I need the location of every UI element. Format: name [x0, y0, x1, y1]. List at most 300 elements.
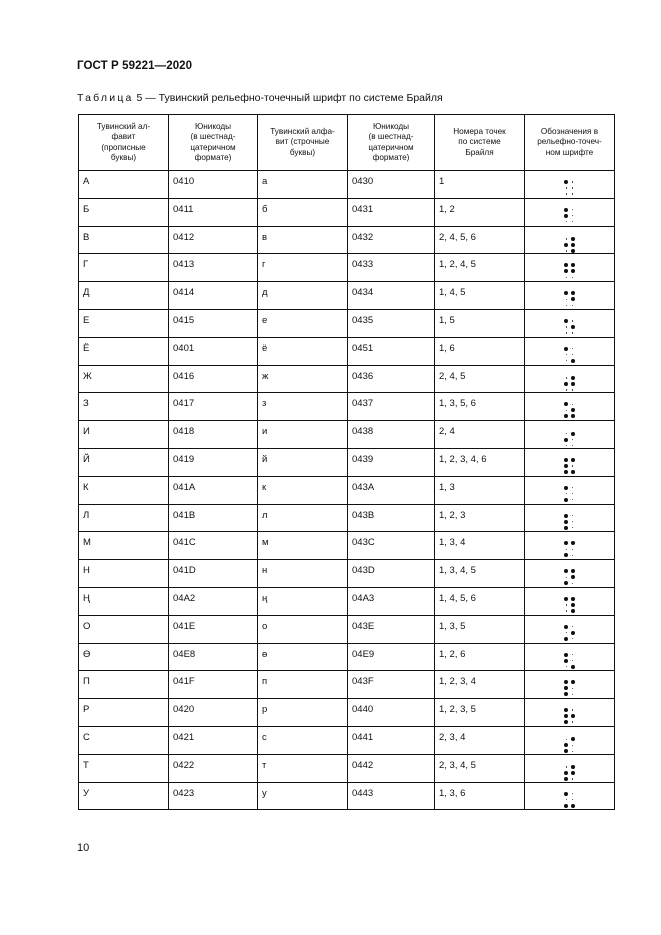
braille-dot-6	[571, 692, 575, 696]
braille-dot-5	[571, 186, 575, 190]
braille-dot-2	[564, 686, 568, 690]
table-row	[79, 726, 615, 754]
braille-dot-5	[571, 325, 575, 329]
cell-upper-letter: П	[79, 671, 169, 699]
braille-dot-4	[571, 708, 575, 712]
braille-dot-6	[571, 275, 575, 279]
braille-dot-2	[564, 575, 568, 579]
braille-dot-2	[564, 743, 568, 747]
table-body	[79, 171, 615, 810]
cell-lower-unicode: 043E	[348, 615, 435, 643]
cell-braille-symbol	[525, 421, 615, 449]
braille-dot-2	[564, 186, 568, 190]
cell-upper-unicode: 04E8	[169, 643, 258, 671]
braille-dot-2	[564, 798, 568, 802]
braille-dot-2	[564, 631, 568, 635]
cell-lower-letter: т	[258, 754, 348, 782]
braille-dot-4	[571, 458, 575, 462]
braille-dot-6	[571, 192, 575, 196]
col-header-upper-letters: Тувинский ал- фавит (прописные буквы)	[79, 115, 169, 171]
cell-dot-numbers: 2, 4	[435, 421, 525, 449]
cell-lower-unicode: 0432	[348, 226, 435, 254]
cell-dot-numbers: 1	[435, 171, 525, 199]
braille-dot-2	[564, 547, 568, 551]
braille-dot-3	[564, 359, 568, 363]
braille-dot-3	[564, 637, 568, 641]
cell-upper-unicode: 0422	[169, 754, 258, 782]
cell-upper-unicode: 041D	[169, 560, 258, 588]
braille-dot-5	[571, 464, 575, 468]
braille-glyph-icon	[564, 291, 575, 307]
cell-braille-symbol	[525, 504, 615, 532]
cell-lower-letter: и	[258, 421, 348, 449]
braille-dot-3	[564, 444, 568, 448]
cell-upper-letter: Л	[79, 504, 169, 532]
braille-dot-4	[571, 402, 575, 406]
braille-dot-6	[571, 303, 575, 307]
cell-braille-symbol	[525, 254, 615, 282]
cell-lower-unicode: 0438	[348, 421, 435, 449]
cell-upper-unicode: 0416	[169, 365, 258, 393]
col-header-braille-symbol: Обозначения в рельефно-точеч- ном шрифте	[525, 115, 615, 171]
braille-glyph-icon	[564, 708, 575, 724]
cell-lower-letter: у	[258, 782, 348, 810]
braille-dot-2	[564, 492, 568, 496]
braille-dot-3	[564, 720, 568, 724]
braille-dot-1	[564, 514, 568, 518]
cell-upper-unicode: 0401	[169, 337, 258, 365]
cell-braille-symbol	[525, 615, 615, 643]
cell-upper-letter: Н	[79, 560, 169, 588]
cell-dot-numbers: 1, 2	[435, 198, 525, 226]
cell-dot-numbers: 1, 2, 6	[435, 643, 525, 671]
braille-dot-2	[564, 214, 568, 218]
cell-upper-unicode: 0414	[169, 282, 258, 310]
cell-upper-unicode: 041C	[169, 532, 258, 560]
braille-dot-2	[564, 659, 568, 663]
cell-dot-numbers: 1, 3	[435, 476, 525, 504]
braille-dot-3	[564, 804, 568, 808]
braille-dot-3	[564, 470, 568, 474]
braille-dot-6	[571, 749, 575, 753]
cell-braille-symbol	[525, 726, 615, 754]
braille-dot-5	[571, 771, 575, 775]
braille-glyph-icon	[564, 263, 575, 279]
braille-dot-5	[571, 214, 575, 218]
braille-dot-4	[571, 319, 575, 323]
braille-dot-5	[571, 243, 575, 247]
braille-dot-1	[564, 597, 568, 601]
braille-dot-6	[571, 581, 575, 585]
cell-upper-unicode: 0413	[169, 254, 258, 282]
table-row	[79, 504, 615, 532]
cell-braille-symbol	[525, 782, 615, 810]
cell-lower-letter: м	[258, 532, 348, 560]
cell-braille-symbol	[525, 560, 615, 588]
braille-dot-6	[571, 359, 575, 363]
table-row	[79, 393, 615, 421]
braille-dot-4	[571, 653, 575, 657]
cell-dot-numbers: 1, 4, 5	[435, 282, 525, 310]
table-row	[79, 309, 615, 337]
braille-dot-1	[564, 180, 568, 184]
cell-lower-unicode: 0434	[348, 282, 435, 310]
cell-dot-numbers: 1, 2, 4, 5	[435, 254, 525, 282]
braille-dot-5	[571, 575, 575, 579]
braille-dot-1	[564, 347, 568, 351]
braille-dot-5	[571, 353, 575, 357]
braille-dot-3	[564, 249, 568, 253]
cell-upper-unicode: 0423	[169, 782, 258, 810]
table-row	[79, 254, 615, 282]
col-header-lower-unicode: Юникоды (в шестнад- цатеричном формате)	[348, 115, 435, 171]
braille-dot-5	[571, 714, 575, 718]
cell-lower-unicode: 04E9	[348, 643, 435, 671]
cell-lower-letter: ё	[258, 337, 348, 365]
cell-lower-unicode: 0433	[348, 254, 435, 282]
braille-dot-6	[571, 526, 575, 530]
braille-dot-3	[564, 275, 568, 279]
cell-upper-letter: М	[79, 532, 169, 560]
cell-lower-letter: д	[258, 282, 348, 310]
cell-braille-symbol	[525, 587, 615, 615]
braille-dot-6	[571, 637, 575, 641]
braille-dot-1	[564, 319, 568, 323]
cell-braille-symbol	[525, 643, 615, 671]
cell-dot-numbers: 1, 3, 4	[435, 532, 525, 560]
cell-upper-letter: Й	[79, 448, 169, 476]
braille-dot-5	[571, 547, 575, 551]
braille-dot-3	[564, 414, 568, 418]
braille-glyph-icon	[564, 569, 575, 585]
cell-upper-letter: Ң	[79, 587, 169, 615]
braille-dot-1	[564, 237, 568, 241]
braille-dot-4	[571, 737, 575, 741]
braille-dot-2	[564, 297, 568, 301]
braille-dot-1	[564, 792, 568, 796]
cell-lower-unicode: 043B	[348, 504, 435, 532]
braille-dot-3	[564, 303, 568, 307]
braille-dot-6	[571, 470, 575, 474]
table-row	[79, 365, 615, 393]
braille-dot-5	[571, 743, 575, 747]
braille-dot-3	[564, 220, 568, 224]
col-header-upper-unicode: Юникоды (в шестнад- цатеричном формате)	[169, 115, 258, 171]
braille-dot-3	[564, 192, 568, 196]
braille-dot-6	[571, 498, 575, 502]
table-row	[79, 560, 615, 588]
cell-lower-letter: з	[258, 393, 348, 421]
cell-upper-unicode: 041B	[169, 504, 258, 532]
cell-dot-numbers: 1, 4, 5, 6	[435, 587, 525, 615]
braille-dot-2	[564, 438, 568, 442]
braille-dot-1	[564, 263, 568, 267]
table-row	[79, 226, 615, 254]
cell-braille-symbol	[525, 448, 615, 476]
cell-braille-symbol	[525, 171, 615, 199]
cell-upper-unicode: 0421	[169, 726, 258, 754]
braille-dot-6	[571, 249, 575, 253]
cell-lower-unicode: 0441	[348, 726, 435, 754]
braille-dot-3	[564, 692, 568, 696]
braille-dot-1	[564, 291, 568, 295]
cell-dot-numbers: 2, 4, 5, 6	[435, 226, 525, 254]
cell-lower-unicode: 0442	[348, 754, 435, 782]
cell-upper-unicode: 0412	[169, 226, 258, 254]
braille-glyph-icon	[564, 180, 575, 196]
cell-dot-numbers: 1, 2, 3, 4, 6	[435, 448, 525, 476]
braille-dot-4	[571, 597, 575, 601]
cell-upper-letter: С	[79, 726, 169, 754]
cell-upper-unicode: 04A2	[169, 587, 258, 615]
braille-dot-5	[571, 603, 575, 607]
cell-lower-letter: й	[258, 448, 348, 476]
cell-lower-letter: а	[258, 171, 348, 199]
braille-dot-4	[571, 541, 575, 545]
braille-glyph-icon	[564, 432, 575, 448]
cell-lower-unicode: 0430	[348, 171, 435, 199]
cell-dot-numbers: 2, 4, 5	[435, 365, 525, 393]
cell-dot-numbers: 1, 2, 3, 4	[435, 671, 525, 699]
braille-dot-4	[571, 680, 575, 684]
table-row	[79, 476, 615, 504]
braille-dot-3	[564, 665, 568, 669]
braille-dot-1	[564, 653, 568, 657]
cell-dot-numbers: 2, 3, 4, 5	[435, 754, 525, 782]
braille-dot-4	[571, 765, 575, 769]
cell-lower-letter: ң	[258, 587, 348, 615]
cell-upper-letter: Р	[79, 699, 169, 727]
braille-dot-4	[571, 237, 575, 241]
cell-lower-letter: в	[258, 226, 348, 254]
cell-lower-letter: п	[258, 671, 348, 699]
braille-dot-6	[571, 665, 575, 669]
cell-lower-unicode: 0436	[348, 365, 435, 393]
cell-upper-unicode: 0411	[169, 198, 258, 226]
braille-dot-6	[571, 804, 575, 808]
braille-dot-1	[564, 208, 568, 212]
cell-upper-letter: А	[79, 171, 169, 199]
braille-glyph-icon	[564, 514, 575, 530]
braille-dot-2	[564, 464, 568, 468]
table-row	[79, 782, 615, 810]
braille-dot-6	[571, 331, 575, 335]
braille-dot-5	[571, 297, 575, 301]
braille-dot-1	[564, 376, 568, 380]
table-row	[79, 587, 615, 615]
cell-upper-unicode: 0419	[169, 448, 258, 476]
cell-braille-symbol	[525, 754, 615, 782]
cell-lower-unicode: 0435	[348, 309, 435, 337]
cell-dot-numbers: 2, 3, 4	[435, 726, 525, 754]
braille-glyph-icon	[564, 376, 575, 392]
table-row	[79, 198, 615, 226]
cell-upper-unicode: 041A	[169, 476, 258, 504]
cell-upper-letter: У	[79, 782, 169, 810]
cell-lower-letter: г	[258, 254, 348, 282]
cell-upper-letter: Ө	[79, 643, 169, 671]
braille-dot-3	[564, 777, 568, 781]
cell-lower-unicode: 043C	[348, 532, 435, 560]
cell-upper-unicode: 041F	[169, 671, 258, 699]
braille-dot-1	[564, 680, 568, 684]
braille-glyph-icon	[564, 737, 575, 753]
braille-dot-2	[564, 325, 568, 329]
braille-dot-2	[564, 520, 568, 524]
braille-dot-6	[571, 220, 575, 224]
braille-dot-1	[564, 765, 568, 769]
col-header-dot-numbers: Номера точек по системе Брайля	[435, 115, 525, 171]
braille-dot-1	[564, 708, 568, 712]
braille-dot-4	[571, 514, 575, 518]
braille-dot-4	[571, 792, 575, 796]
braille-dot-5	[571, 798, 575, 802]
table-caption-word: Таблица	[77, 92, 134, 104]
table-header-row	[79, 115, 615, 171]
table-row	[79, 699, 615, 727]
cell-lower-letter: н	[258, 560, 348, 588]
braille-dot-6	[571, 777, 575, 781]
table-caption	[77, 92, 443, 104]
cell-lower-letter: е	[258, 309, 348, 337]
cell-upper-letter: Т	[79, 754, 169, 782]
braille-dot-1	[564, 458, 568, 462]
braille-glyph-icon	[564, 792, 575, 808]
braille-dot-1	[564, 625, 568, 629]
braille-dot-2	[564, 408, 568, 412]
cell-lower-letter: р	[258, 699, 348, 727]
braille-dot-4	[571, 347, 575, 351]
braille-dot-5	[571, 631, 575, 635]
braille-dot-5	[571, 408, 575, 412]
cell-dot-numbers: 1, 6	[435, 337, 525, 365]
braille-dot-2	[564, 603, 568, 607]
braille-dot-1	[564, 402, 568, 406]
braille-glyph-icon	[564, 486, 575, 502]
table-row	[79, 643, 615, 671]
cell-lower-unicode: 04A3	[348, 587, 435, 615]
cell-braille-symbol	[525, 365, 615, 393]
braille-dot-5	[571, 382, 575, 386]
braille-dot-2	[564, 353, 568, 357]
braille-dot-5	[571, 686, 575, 690]
braille-dot-4	[571, 263, 575, 267]
cell-upper-letter: Ж	[79, 365, 169, 393]
cell-dot-numbers: 1, 2, 3, 5	[435, 699, 525, 727]
braille-dot-1	[564, 569, 568, 573]
braille-glyph-icon	[564, 653, 575, 669]
braille-dot-3	[564, 526, 568, 530]
table-row	[79, 282, 615, 310]
braille-dot-3	[564, 331, 568, 335]
table-row	[79, 754, 615, 782]
cell-dot-numbers: 1, 3, 4, 5	[435, 560, 525, 588]
cell-upper-unicode: 0418	[169, 421, 258, 449]
col-header-lower-letters: Тувинский алфа- вит (строчные буквы)	[258, 115, 348, 171]
braille-dot-4	[571, 625, 575, 629]
cell-lower-letter: ө	[258, 643, 348, 671]
braille-dot-5	[571, 659, 575, 663]
cell-upper-unicode: 0420	[169, 699, 258, 727]
table-row	[79, 532, 615, 560]
braille-dot-4	[571, 376, 575, 380]
cell-dot-numbers: 1, 3, 5	[435, 615, 525, 643]
cell-upper-letter: Ё	[79, 337, 169, 365]
cell-lower-letter: б	[258, 198, 348, 226]
cell-lower-unicode: 043D	[348, 560, 435, 588]
cell-braille-symbol	[525, 282, 615, 310]
braille-dot-4	[571, 569, 575, 573]
cell-braille-symbol	[525, 198, 615, 226]
cell-dot-numbers: 1, 2, 3	[435, 504, 525, 532]
braille-dot-6	[571, 609, 575, 613]
braille-dot-5	[571, 492, 575, 496]
braille-dot-6	[571, 444, 575, 448]
cell-braille-symbol	[525, 337, 615, 365]
cell-lower-unicode: 043F	[348, 671, 435, 699]
braille-dot-5	[571, 438, 575, 442]
cell-lower-unicode: 0439	[348, 448, 435, 476]
cell-braille-symbol	[525, 699, 615, 727]
braille-dot-4	[571, 291, 575, 295]
cell-lower-letter: л	[258, 504, 348, 532]
braille-dot-2	[564, 269, 568, 273]
braille-dot-4	[571, 486, 575, 490]
table-row	[79, 171, 615, 199]
braille-dot-4	[571, 180, 575, 184]
cell-upper-letter: К	[79, 476, 169, 504]
braille-dot-6	[571, 553, 575, 557]
braille-dot-3	[564, 553, 568, 557]
braille-dot-5	[571, 520, 575, 524]
braille-glyph-icon	[564, 347, 575, 363]
braille-glyph-icon	[564, 680, 575, 696]
braille-dot-2	[564, 243, 568, 247]
braille-dot-3	[564, 749, 568, 753]
cell-upper-unicode: 0415	[169, 309, 258, 337]
braille-dot-6	[571, 388, 575, 392]
braille-dot-3	[564, 498, 568, 502]
braille-glyph-icon	[564, 458, 575, 474]
table-caption-title: 5 — Тувинский рельефно-точечный шрифт по системе Брайля	[133, 92, 443, 104]
cell-upper-letter: Б	[79, 198, 169, 226]
cell-lower-letter: ж	[258, 365, 348, 393]
braille-dot-5	[571, 269, 575, 273]
cell-braille-symbol	[525, 226, 615, 254]
cell-lower-unicode: 0443	[348, 782, 435, 810]
braille-glyph-icon	[564, 597, 575, 613]
cell-upper-letter: И	[79, 421, 169, 449]
braille-glyph-icon	[564, 625, 575, 641]
braille-dot-3	[564, 581, 568, 585]
cell-upper-unicode: 0410	[169, 171, 258, 199]
braille-glyph-icon	[564, 208, 575, 224]
cell-braille-symbol	[525, 671, 615, 699]
cell-lower-unicode: 043A	[348, 476, 435, 504]
document-header: ГОСТ Р 59221—2020	[77, 60, 193, 72]
braille-dot-1	[564, 737, 568, 741]
braille-dot-6	[571, 414, 575, 418]
braille-glyph-icon	[564, 237, 575, 253]
page-number: 10	[77, 842, 90, 854]
cell-lower-unicode: 0431	[348, 198, 435, 226]
cell-lower-letter: к	[258, 476, 348, 504]
braille-dot-4	[571, 208, 575, 212]
cell-dot-numbers: 1, 3, 6	[435, 782, 525, 810]
cell-lower-letter: о	[258, 615, 348, 643]
cell-dot-numbers: 1, 3, 5, 6	[435, 393, 525, 421]
cell-upper-letter: О	[79, 615, 169, 643]
